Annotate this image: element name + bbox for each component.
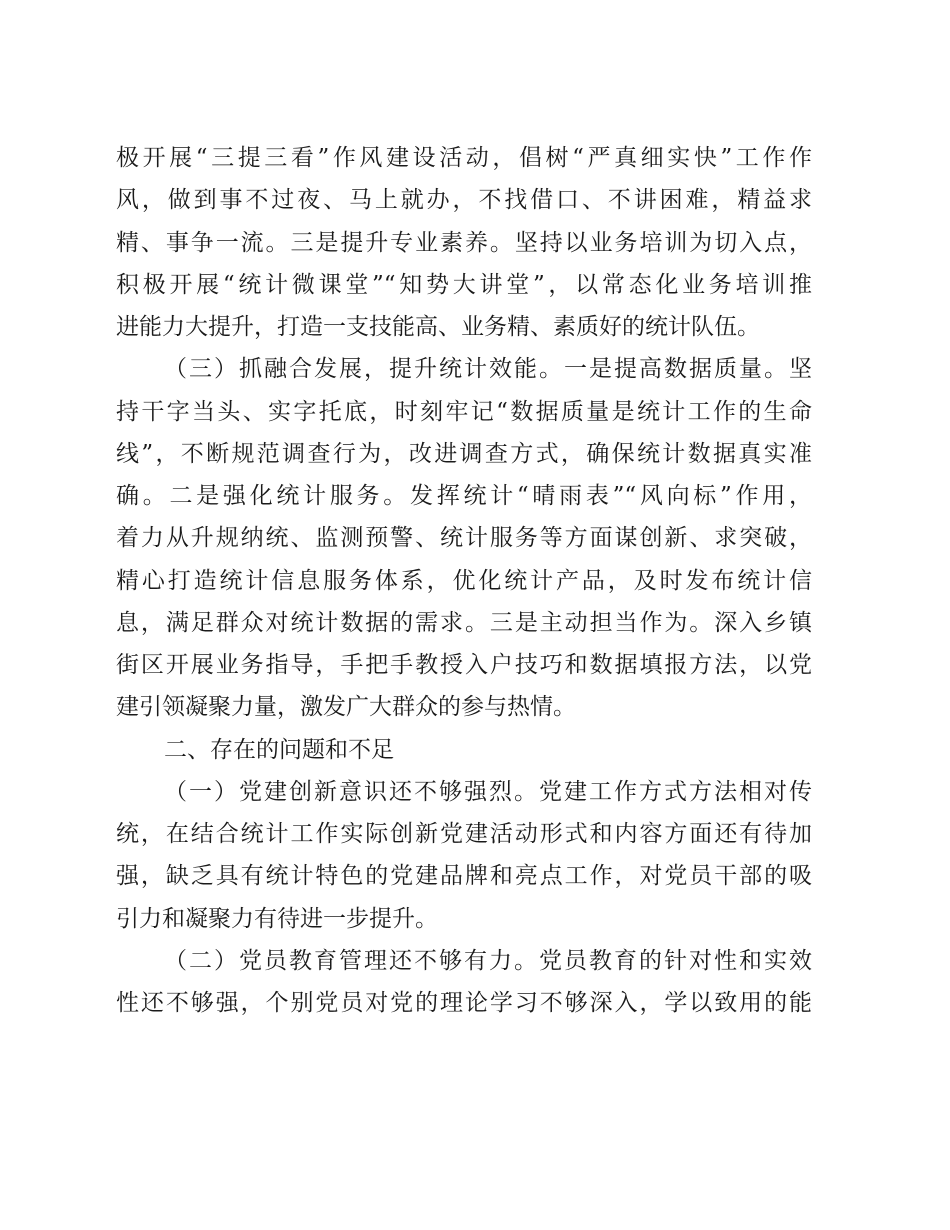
paragraph-line: 统，在结合统计工作实际创新党建活动形式和内容方面还有待加 xyxy=(116,821,812,847)
paragraph-line: 精、事争一流。三是提升专业素养。坚持以业务培训为切入点， xyxy=(116,229,812,256)
paragraph-line: 积极开展“统计微课堂”“知势大讲堂”，以常态化业务培训推 xyxy=(116,271,812,298)
paragraph-line: 风，做到事不过夜、马上就办，不找借口、不讲困难，精益求 xyxy=(116,187,812,214)
section-heading: 二、存在的问题和不足 xyxy=(164,736,394,763)
paragraph-line: 精心打造统计信息服务体系，优化统计产品，及时发布统计信 xyxy=(116,567,812,594)
paragraph-line: （一）党建创新意识还不够强烈。党建工作方式方法相对传 xyxy=(164,778,812,805)
paragraph-line: 进能力大提升，打造一支技能高、业务精、素质好的统计队伍。 xyxy=(116,314,760,340)
paragraph-line: 引力和凝聚力有待进一步提升。 xyxy=(116,905,438,932)
paragraph-line: （二）党员教育管理还不够有力。党员教育的针对性和实效 xyxy=(164,947,812,974)
paragraph-line: 息，满足群众对统计数据的需求。三是主动担当作为。深入乡镇 xyxy=(116,609,812,636)
paragraph-line: 着力从升规纳统、监测预警、统计服务等方面谋创新、求突破， xyxy=(116,525,812,552)
paragraph-line: 性还不够强，个别党员对党的理论学习不够深入，学以致用的能 xyxy=(116,990,812,1016)
paragraph-line: 确。二是强化统计服务。发挥统计“晴雨表”“风向标”作用， xyxy=(116,483,812,509)
body-text xyxy=(116,137,812,1024)
paragraph-line: 强，缺乏具有统计特色的党建品牌和亮点工作，对党员干部的吸 xyxy=(116,863,812,890)
paragraph-line: 建引领凝聚力量，激发广大群众的参与热情。 xyxy=(116,694,576,721)
paragraph-line: （三）抓融合发展，提升统计效能。一是提高数据质量。坚 xyxy=(164,356,812,383)
paragraph-line: 线”，不断规范调查行为，改进调查方式，确保统计数据真实准 xyxy=(116,440,812,467)
paragraph-line: 持干字当头、实字托底，时刻牢记“数据质量是统计工作的生命 xyxy=(116,398,812,425)
paragraph-line: 极开展“三提三看”作风建设活动，倡树“严真细实快”工作作 xyxy=(116,145,812,171)
paragraph-line: 街区开展业务指导，手把手教授入户技巧和数据填报方法，以党 xyxy=(116,652,812,678)
